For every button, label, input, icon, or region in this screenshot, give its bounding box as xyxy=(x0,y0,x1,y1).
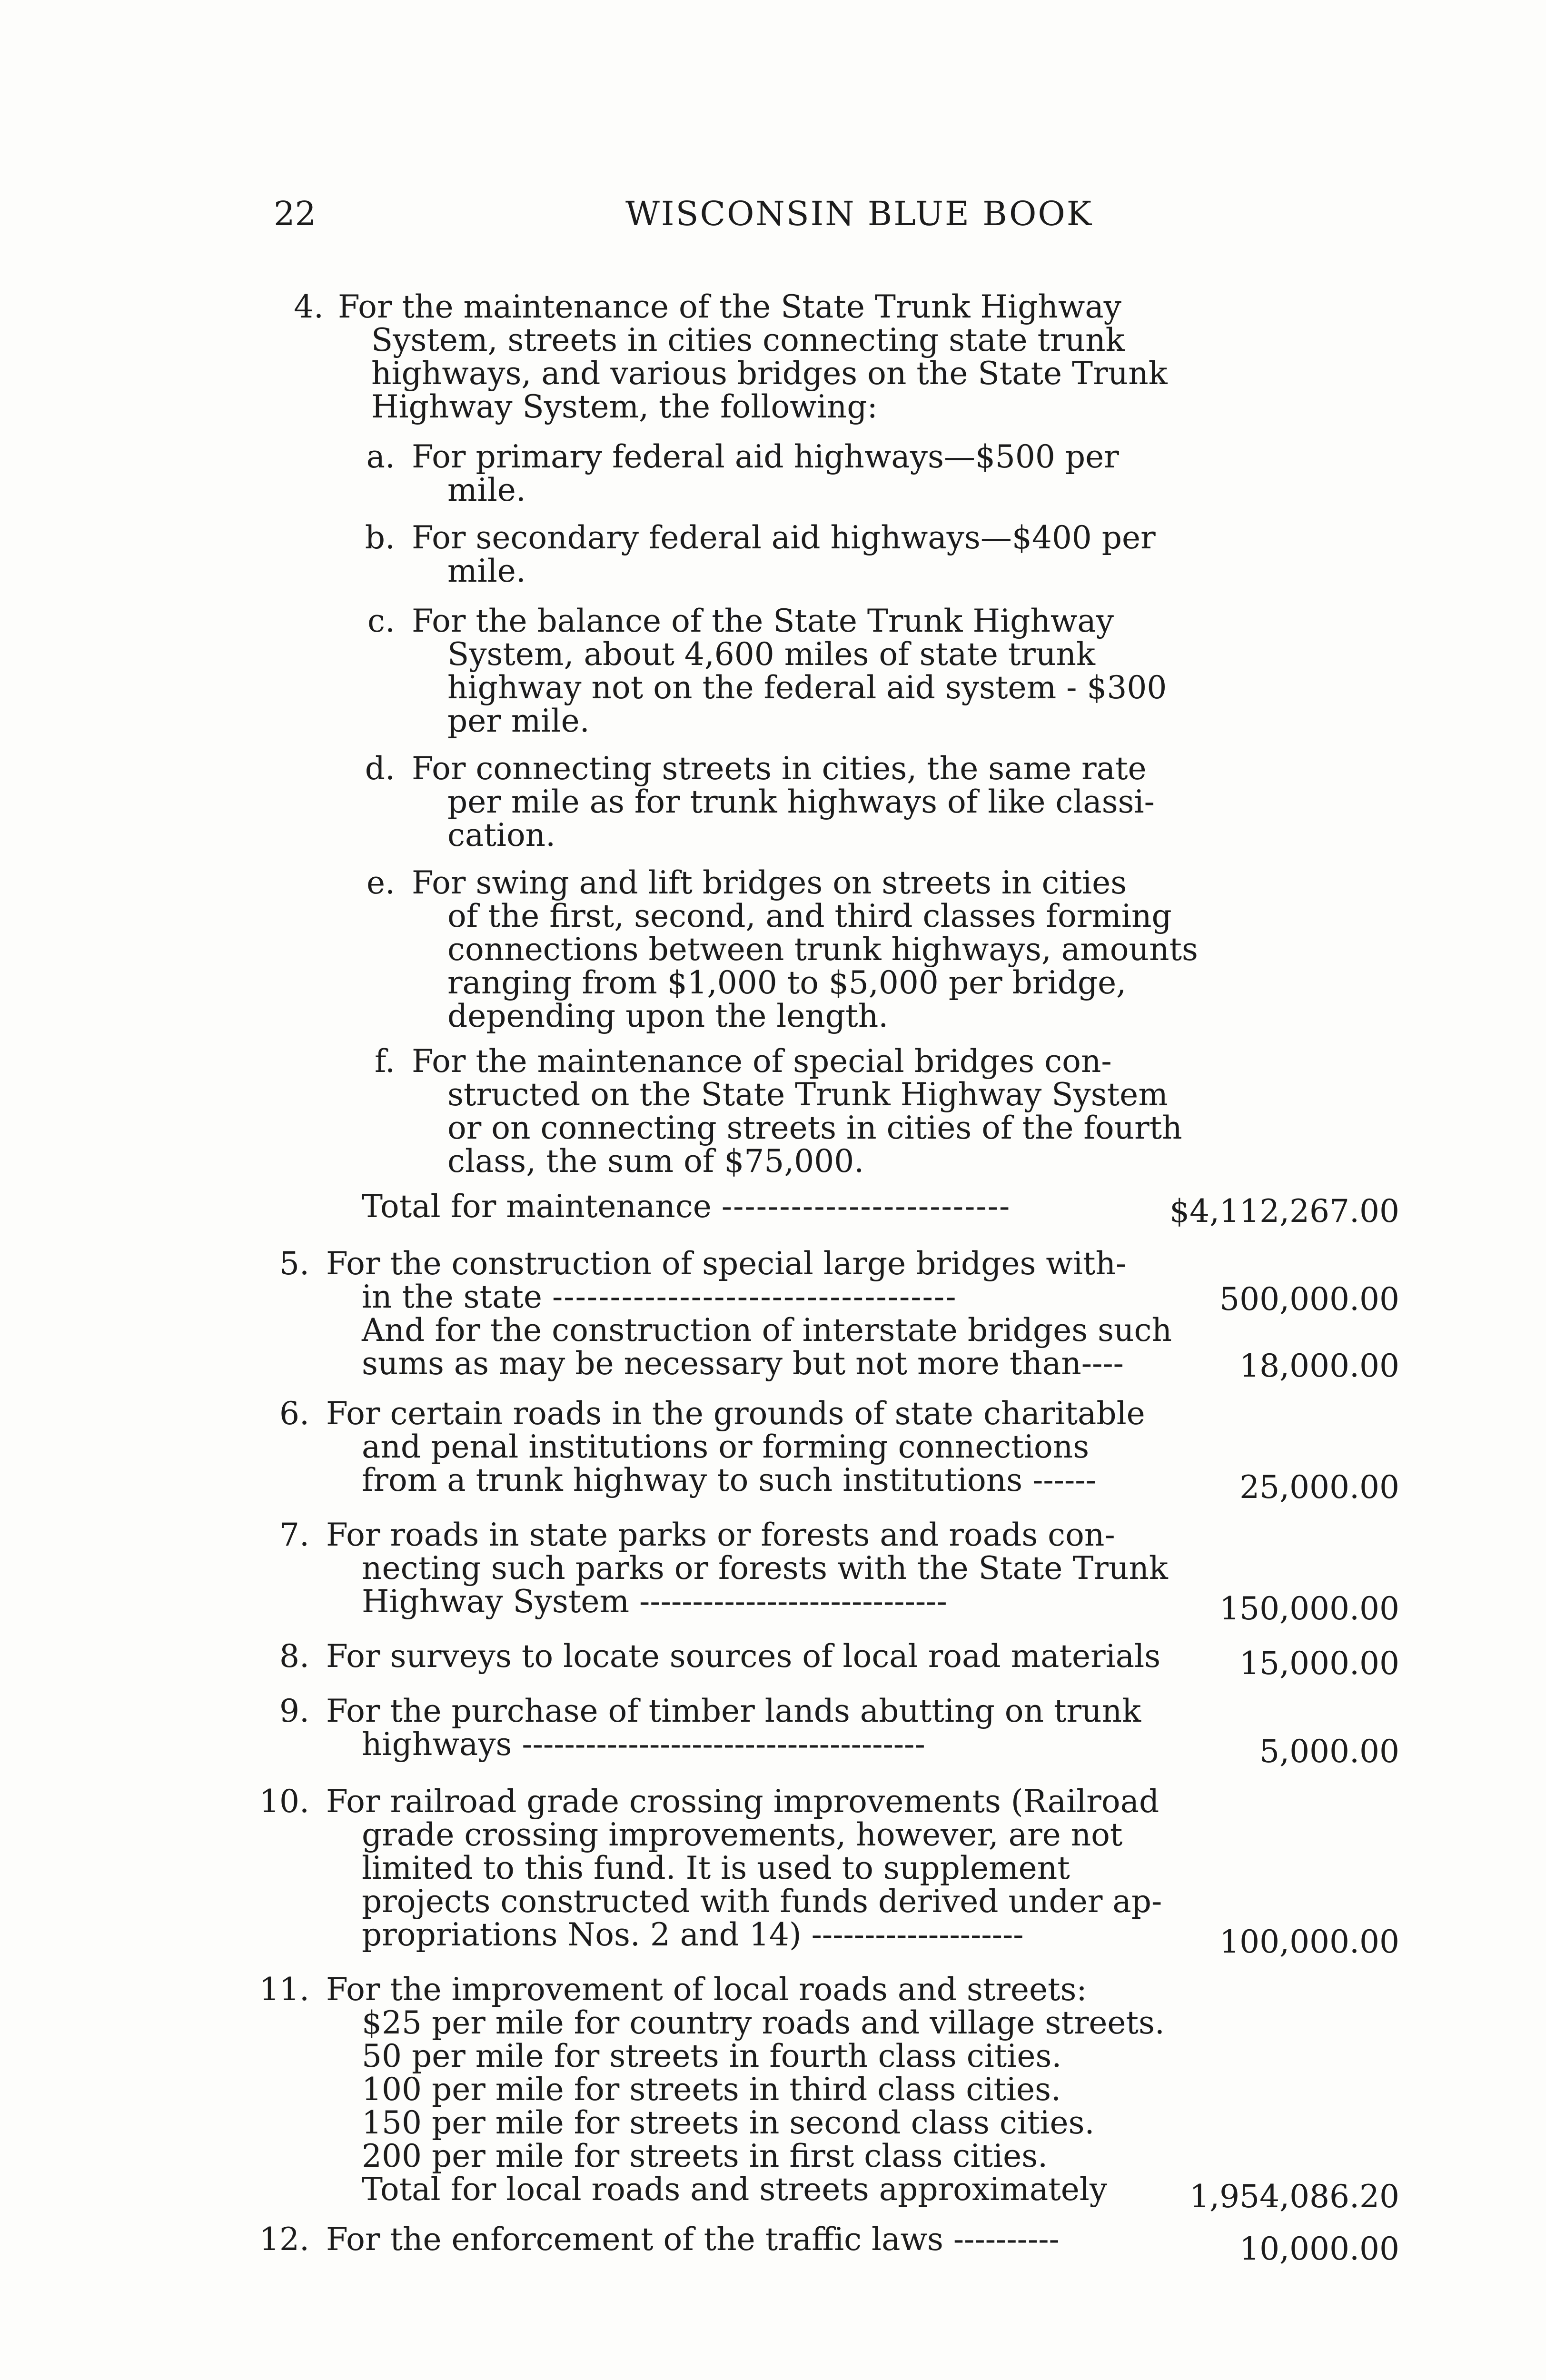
sub-item-text-line: For the balance of the State Trunk Highway xyxy=(412,603,1114,639)
item-text-line: For the construction of special large bridges with- xyxy=(326,1245,1127,1282)
item-text-line: 100 per mile for streets in third class cities. xyxy=(362,2071,1061,2108)
sub-item-label: d. xyxy=(365,750,395,787)
item-text-line: from a trunk highway to such institutions ------ xyxy=(362,1462,1096,1498)
leader-dots: ----------------------------------- xyxy=(552,1279,957,1315)
item-number: 6. xyxy=(279,1395,309,1432)
sub-item-label: c. xyxy=(367,603,395,639)
item-text-line: 200 per mile for streets in first class cities. xyxy=(362,2138,1048,2174)
item-number: 12. xyxy=(259,2221,309,2258)
amount: 15,000.00 xyxy=(1239,1645,1399,1682)
sub-item-label: a. xyxy=(366,438,395,475)
page-number: 22 xyxy=(274,194,317,233)
sub-item-text-line: of the first, second, and third classes forming xyxy=(447,898,1172,934)
item-text-line: System, streets in cities connecting state trunk xyxy=(371,322,1125,358)
item-text-line: highways, and various bridges on the State Trunk xyxy=(371,355,1168,392)
item-text-line: $25 per mile for country roads and village streets. xyxy=(362,2004,1165,2041)
amount: 25,000.00 xyxy=(1239,1469,1399,1506)
sub-item-text-line: class, the sum of $75,000. xyxy=(447,1143,864,1180)
item-text-line: Total for local roads and streets approximately xyxy=(362,2171,1108,2208)
sub-item-text-line: per mile. xyxy=(447,703,590,739)
item-text-line: For the purchase of timber lands abutting on trunk xyxy=(326,1693,1141,1729)
item-number: 8. xyxy=(279,1638,309,1675)
item-number: 7. xyxy=(279,1517,309,1553)
item-text-line: 50 per mile for streets in fourth class cities. xyxy=(362,2038,1062,2074)
item-text-line: And for the construction of interstate bridges such xyxy=(362,1312,1172,1349)
item-text-line: sums as may be necessary but not more than---- xyxy=(362,1345,1124,1382)
item-text-line: projects constructed with funds derived under ap- xyxy=(362,1883,1162,1920)
sub-item-text-line: For connecting streets in cities, the same rate xyxy=(412,750,1147,787)
sub-item-text-line: ranging from $1,000 to $5,000 per bridge, xyxy=(447,964,1127,1001)
total-label: Total for maintenance xyxy=(362,1188,712,1225)
sub-item-text-line: per mile as for trunk highways of like classi- xyxy=(447,783,1155,820)
sub-item-text-line: For primary federal aid highways—$500 per xyxy=(412,438,1119,475)
amount: 100,000.00 xyxy=(1219,1924,1399,1960)
sub-item-text-line: or on connecting streets in cities of the fourth xyxy=(447,1110,1182,1146)
sub-item-text-line: mile. xyxy=(447,472,526,508)
amount: 10,000.00 xyxy=(1239,2231,1399,2267)
item-text-line: necting such parks or forests with the State Trunk xyxy=(362,1550,1168,1587)
sub-item-label: f. xyxy=(374,1043,395,1080)
amount: 5,000.00 xyxy=(1259,1733,1399,1770)
item-text-line: highways -------------------------------------- xyxy=(362,1726,925,1763)
item-text-line: and penal institutions or forming connections xyxy=(362,1428,1090,1465)
sub-item-text-line: cation. xyxy=(447,817,556,853)
sub-item-text-line: mile. xyxy=(447,553,526,589)
sub-item-text-line: For secondary federal aid highways—$400 per xyxy=(412,519,1156,556)
sub-item-label: b. xyxy=(365,519,395,556)
amount: 150,000.00 xyxy=(1219,1590,1399,1627)
item-text-line: For roads in state parks or forests and roads con- xyxy=(326,1517,1115,1553)
item-number: 9. xyxy=(279,1693,309,1729)
item-text-line: Highway System, the following: xyxy=(371,388,878,425)
sub-item-text-line: connections between trunk highways, amounts xyxy=(447,931,1198,968)
item-text-line xyxy=(362,1280,957,1314)
item-text-line: propriations Nos. 2 and 14) -------------------- xyxy=(362,1916,1024,1953)
sub-item-text-line: For the maintenance of special bridges con- xyxy=(412,1043,1112,1080)
item-number: 5. xyxy=(279,1245,309,1282)
item-text-line: For certain roads in the grounds of state charitable xyxy=(326,1395,1145,1432)
item-text-line: For the improvement of local roads and streets: xyxy=(326,1971,1087,2008)
item-text-line: For the maintenance of the State Trunk Highway xyxy=(338,288,1121,325)
sub-item-text-line: System, about 4,600 miles of state trunk xyxy=(447,636,1095,673)
amount: 1,954,086.20 xyxy=(1189,2178,1399,2215)
sub-item-text-line: structed on the State Trunk Highway System xyxy=(447,1076,1168,1113)
total-maintenance-amount: $4,112,267.00 xyxy=(1169,1193,1399,1230)
sub-item-label: e. xyxy=(366,864,395,901)
item-text-line: For railroad grade crossing improvements (Railroad xyxy=(326,1783,1160,1820)
item-text-line: limited to this fund. It is used to supplement xyxy=(362,1850,1070,1886)
item-text-line: For surveys to locate sources of local road materials xyxy=(326,1638,1161,1675)
sub-item-text-line: For swing and lift bridges on streets in cities xyxy=(412,864,1127,901)
item-number: 10. xyxy=(259,1783,309,1820)
leader-dots: ------------------------- xyxy=(721,1188,1011,1225)
amount: 18,000.00 xyxy=(1239,1348,1399,1384)
total-maintenance-label xyxy=(362,1190,1011,1223)
amount: 500,000.00 xyxy=(1219,1281,1399,1318)
item-number: 11. xyxy=(259,1971,309,2008)
item-text-line: For the enforcement of the traffic laws ---------- xyxy=(326,2221,1060,2258)
page-title: WISCONSIN BLUE BOOK xyxy=(625,194,1093,233)
item-number: 4. xyxy=(294,288,324,325)
item-text-line: Highway System ----------------------------- xyxy=(362,1583,947,1620)
sub-item-text-line: highway not on the federal aid system - $300 xyxy=(447,669,1167,706)
sub-item-text-line: depending upon the length. xyxy=(447,998,889,1034)
item-text-line: grade crossing improvements, however, are not xyxy=(362,1816,1123,1853)
item-text: in the state xyxy=(362,1279,542,1315)
page-header xyxy=(274,194,1403,251)
item-text-line: 150 per mile for streets in second class cities. xyxy=(362,2104,1095,2141)
